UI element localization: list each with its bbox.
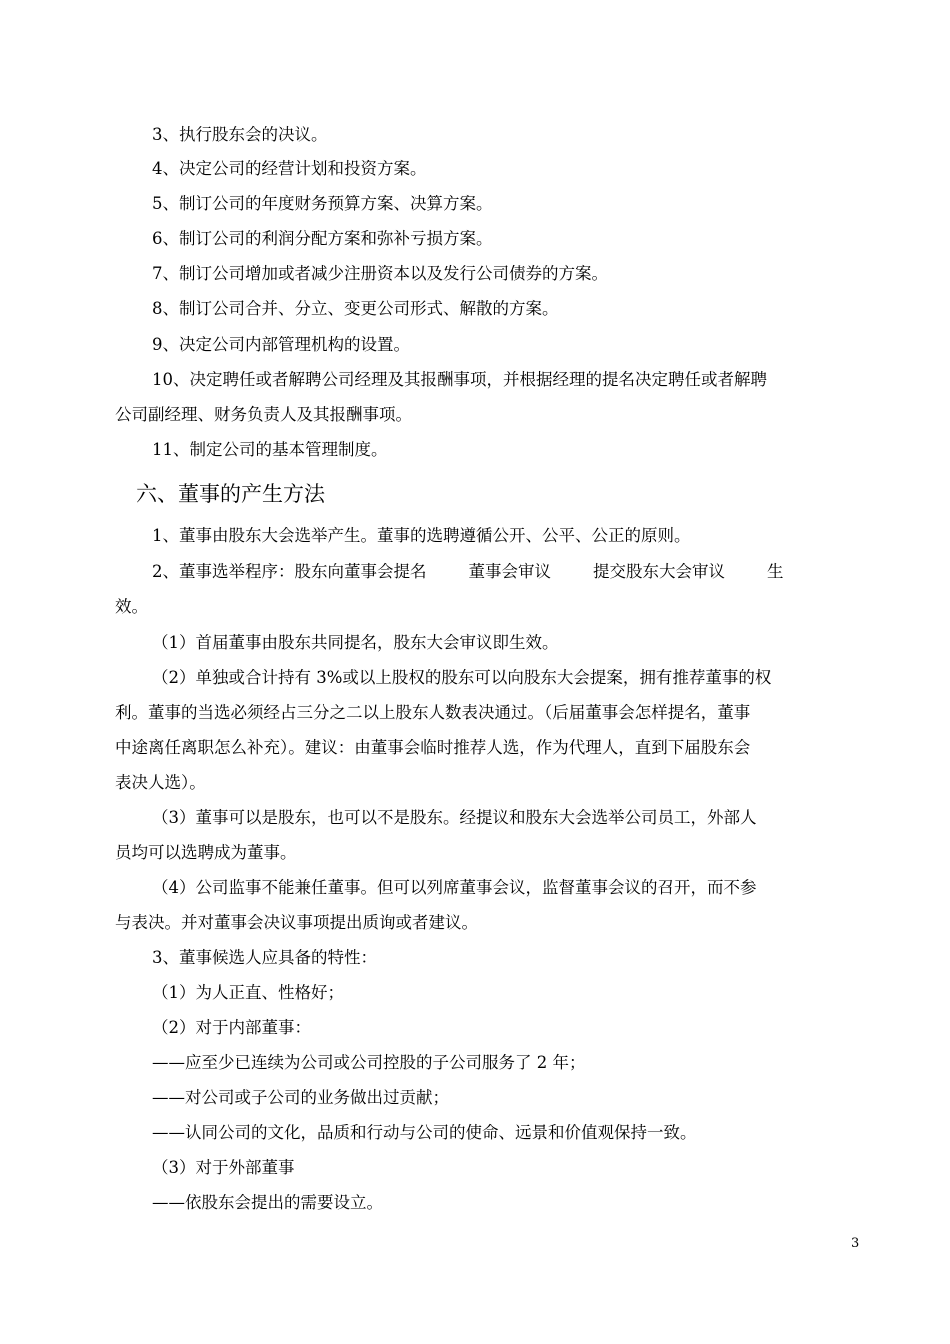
sub-item: （4）公司监事不能兼任董事。但可以列席董事会议，监督董事会议的召开，而不参 [152,878,757,897]
page-number: 3 [851,1236,860,1251]
sub-item: （1）首届董事由股东共同提名，股东大会审议即生效。 [152,633,559,652]
trait-detail: ——应至少已连续为公司或公司控股的子公司服务了 2 年； [152,1053,586,1072]
trait-detail: ——认同公司的文化，品质和行动与公司的使命、远景和价值观保持一致。 [152,1123,697,1142]
procedure-step-effective: 生 [767,562,784,581]
procedure-step-review: 董事会审议 [468,562,551,581]
list-item: 5、制订公司的年度财务预算方案、决算方案。 [152,194,493,213]
paragraph-continuation: 效。 [115,597,148,616]
trait-detail: ——依股东会提出的需要设立。 [152,1193,383,1212]
paragraph: 3、董事候选人应具备的特性： [152,948,377,967]
list-item: 11、制定公司的基本管理制度。 [152,440,388,459]
sub-item-continuation: 利。董事的当选必须经占三分之二以上股东人数表决通过。（后届董事会怎样提名，董事 [115,703,751,722]
paragraph-election-procedure [152,561,784,583]
list-item: 10、决定聘任或者解聘公司经理及其报酬事项，并根据经理的提名决定聘任或者解聘 [152,370,767,389]
trait-item: （3）对于外部董事 [152,1158,295,1177]
section-heading: 六、董事的产生方法 [136,482,325,506]
procedure-step-nominate: 2、董事选举程序：股东向董事会提名 [152,562,427,581]
procedure-step-submit: 提交股东大会审议 [593,562,725,581]
sub-item: （3）董事可以是股东，也可以不是股东。经提议和股东大会选举公司员工，外部人 [152,808,757,827]
list-item: 9、决定公司内部管理机构的设置。 [152,335,410,354]
list-item: 3、执行股东会的决议。 [152,125,328,144]
list-item: 4、决定公司的经营计划和投资方案。 [152,159,427,178]
paragraph: 1、董事由股东大会选举产生。董事的选聘遵循公开、公平、公正的原则。 [152,526,691,545]
list-item-continuation: 公司副经理、财务负责人及其报酬事项。 [115,405,412,424]
sub-item-continuation: 员均可以选聘成为董事。 [115,843,297,862]
list-item: 8、制订公司合并、分立、变更公司形式、解散的方案。 [152,299,559,318]
sub-item-continuation: 与表决。并对董事会决议事项提出质询或者建议。 [115,913,478,932]
list-item: 6、制订公司的利润分配方案和弥补亏损方案。 [152,229,493,248]
trait-item: （2）对于内部董事： [152,1018,311,1037]
trait-detail: ——对公司或子公司的业务做出过贡献； [152,1088,449,1107]
sub-item-continuation: 表决人选）。 [115,773,206,792]
trait-item: （1）为人正直、性格好； [152,983,344,1002]
sub-item-continuation: 中途离任离职怎么补充）。建议：由董事会临时推荐人选，作为代理人，直到下届股东会 [115,738,751,757]
list-item: 7、制订公司增加或者减少注册资本以及发行公司债券的方案。 [152,264,608,283]
sub-item: （2）单独或合计持有 3%或以上股权的股东可以向股东大会提案，拥有推荐董事的权 [152,668,772,687]
